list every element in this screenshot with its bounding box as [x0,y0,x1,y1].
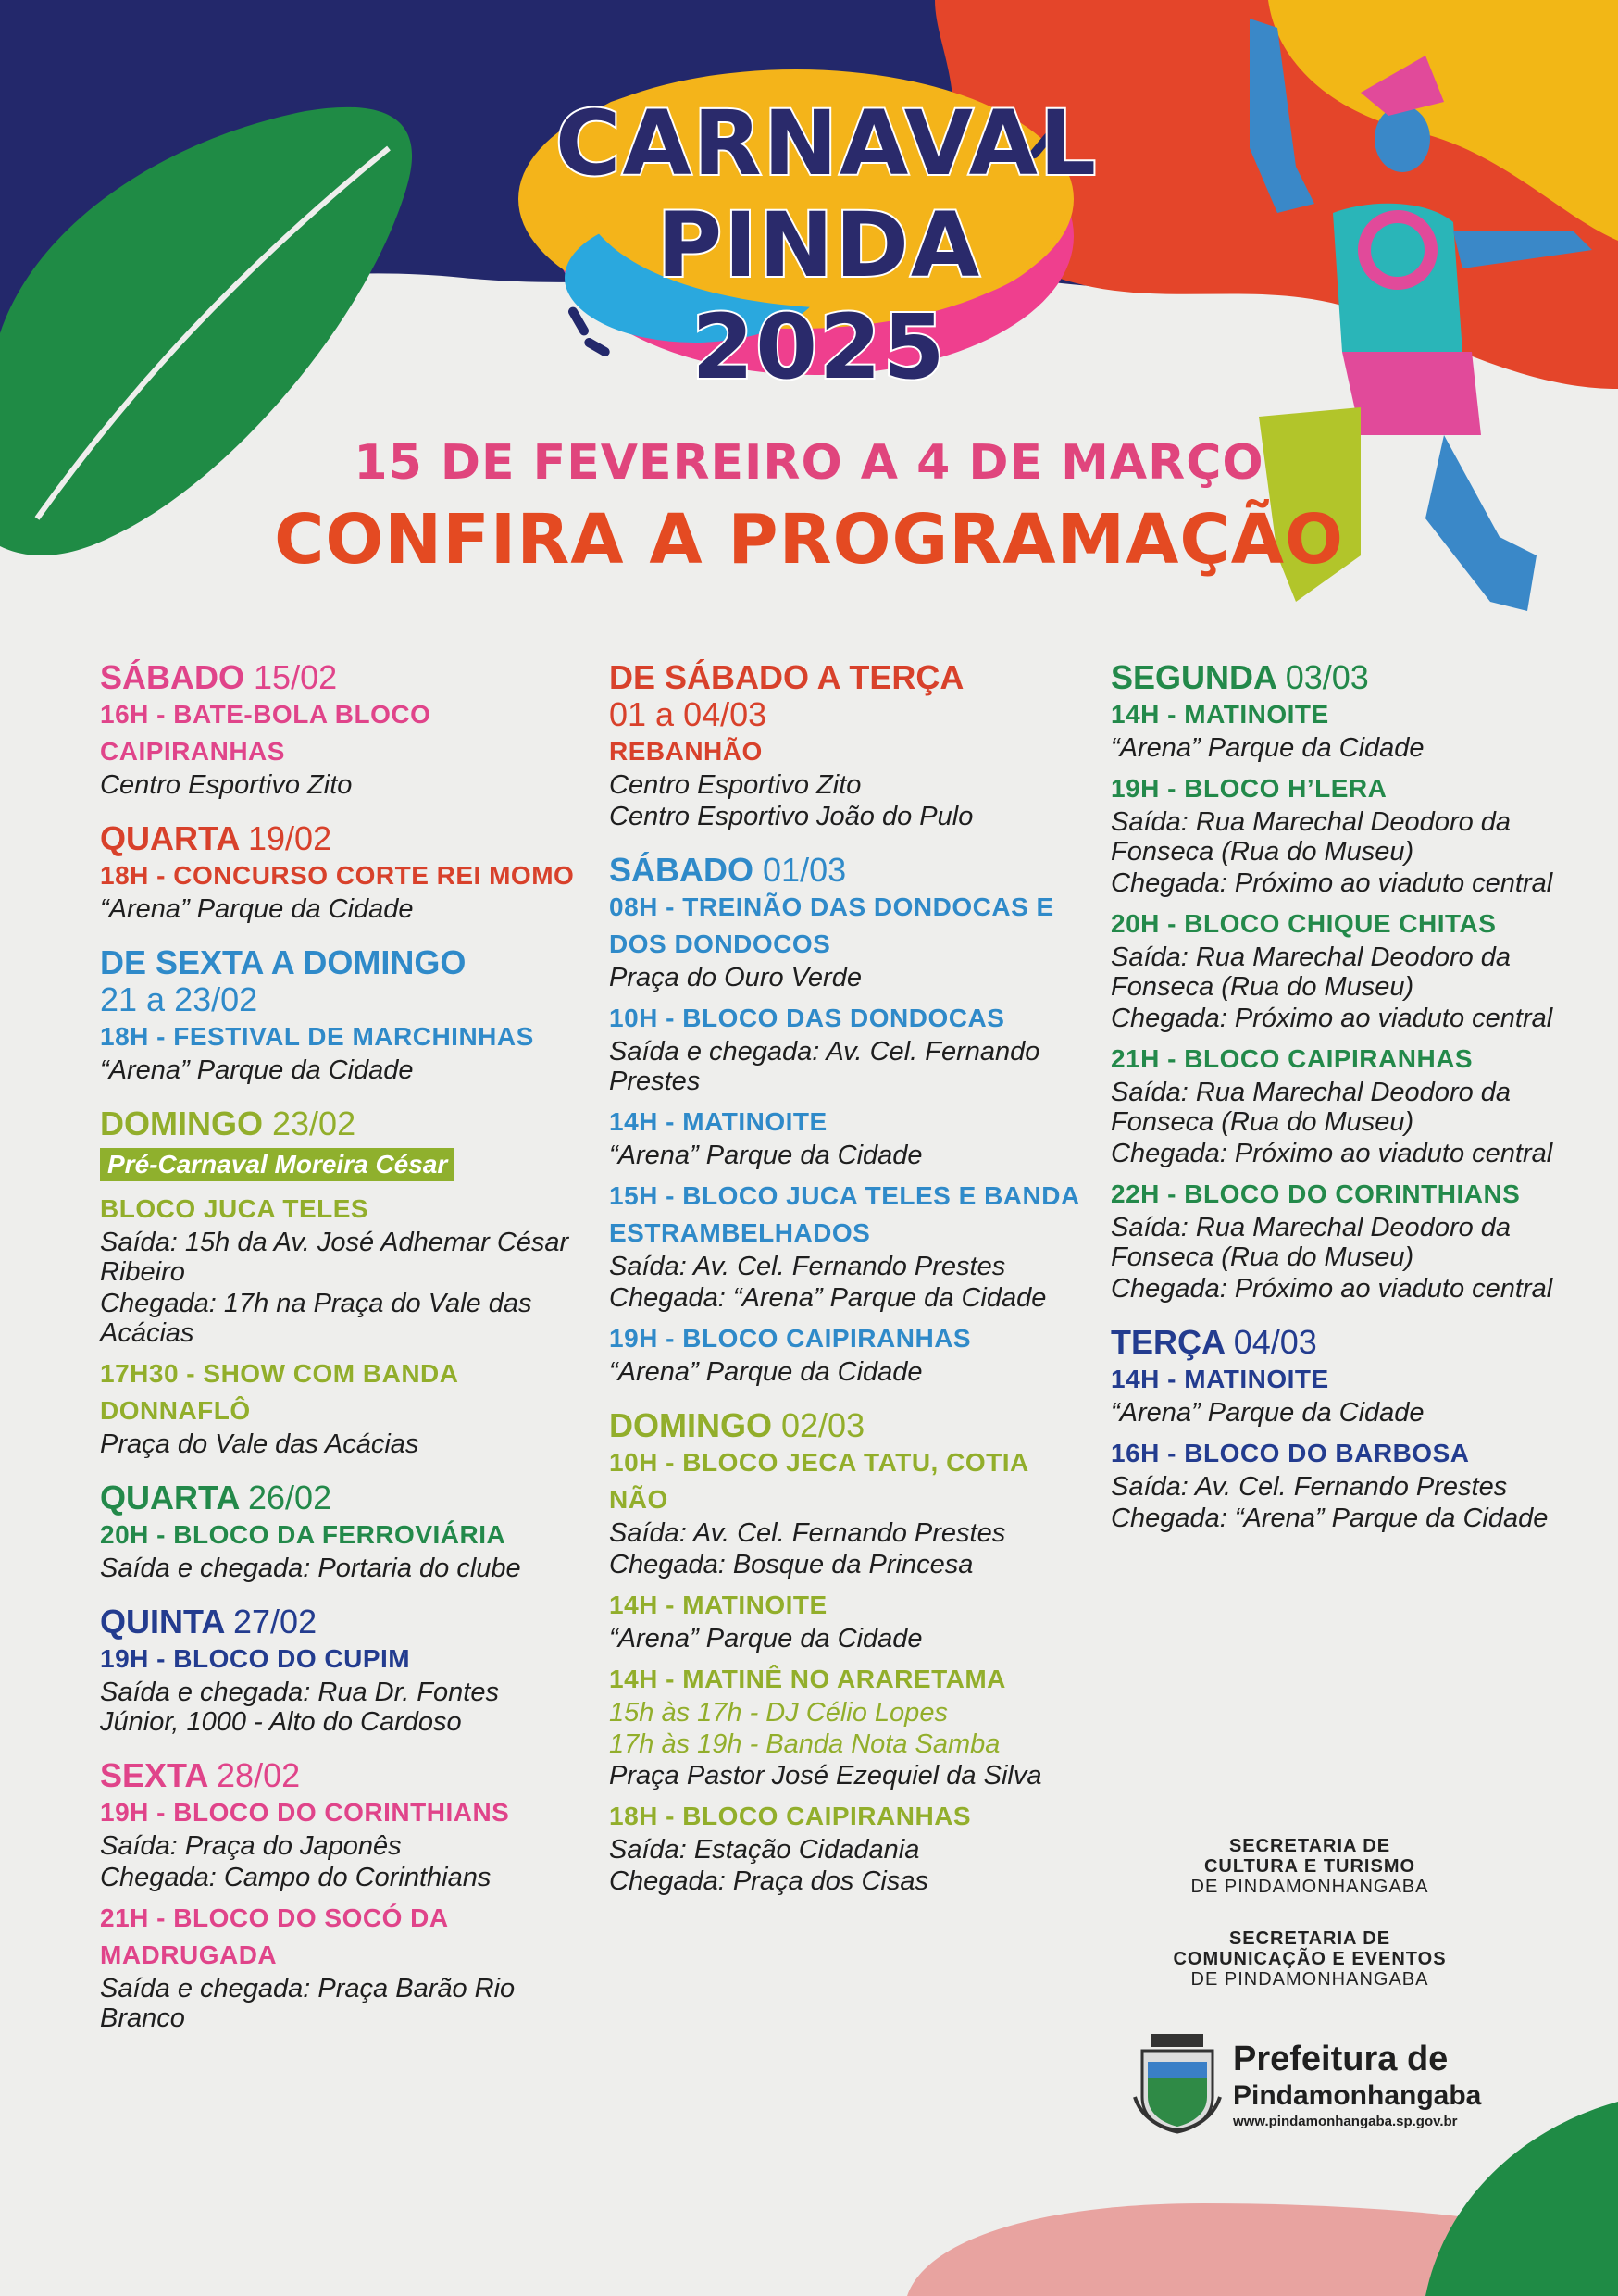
day-date: 23/02 [272,1104,356,1142]
event-location: “Arena” Parque da Cidade [100,894,414,924]
day-heading [1111,1324,1555,1361]
day-name: QUINTA [100,1603,224,1641]
event-departure: Saída: Praça do Japonês [100,1831,402,1861]
event-departure: Saída: Rua Marechal Deodoro da Fonseca (Rua do Museu) [1111,1078,1512,1137]
title-line-1: CARNAVAL [555,92,1099,195]
day-heading [100,1479,581,1516]
credit-line: SECRETARIA DE [1228,1928,1391,1949]
day-heading [609,1407,1090,1444]
event-title: BLOCO JUCA TELES [100,1194,369,1223]
event-title: 14H - MATINOITE [1111,1365,1329,1393]
event-departure: Saída: Estação Cidadania [609,1835,920,1865]
day-name: SEXTA [100,1756,208,1794]
day-date: 19/02 [248,819,332,857]
day-date: 26/02 [248,1479,332,1516]
secretaria-comunicacao-credit [1125,1928,1495,1990]
event-title: 18H - FESTIVAL DE MARCHINHAS [100,1022,534,1051]
event-location: “Arena” Parque da Cidade [609,1141,923,1170]
day-heading: DE SÁBADO A TERÇA [609,658,965,696]
day-heading [1111,659,1555,696]
day-date: 15/02 [254,658,338,696]
event-arrival: Chegada: Praça dos Cisas [609,1866,928,1896]
day-name: SÁBADO [100,658,245,696]
event-title: 14H - MATINÊ NO ARARETAMA [609,1665,1006,1693]
day-heading [100,659,581,696]
event-departure: Saída: Av. Cel. Fernando Prestes [1111,1472,1508,1502]
event-arrival: Chegada: Próximo ao viaduto central [1111,1274,1553,1304]
day-name: DOMINGO [609,1406,772,1444]
pre-carnaval-badge: Pré-Carnaval Moreira César [100,1148,454,1181]
day-heading [100,1105,581,1142]
event-location: Praça Pastor José Ezequiel da Silva [609,1761,1042,1791]
credit-line: CULTURA E TURISMO [1203,1856,1416,1877]
day-date: 03/03 [1285,658,1369,696]
event-departure: Saída: Rua Marechal Deodoro da Fonseca (Rua do Museu) [1111,807,1512,867]
event-title: 19H - BLOCO DO CORINTHIANS [100,1798,510,1827]
day-name: SÁBADO [609,851,754,889]
event-title: 14H - MATINOITE [609,1591,828,1619]
event-title: 15H - BLOCO JUCA TELES E BANDA ESTRAMBELHADOS [609,1181,1079,1247]
day-block [100,820,581,924]
event-title: 10H - BLOCO JECA TATU, COTIA NÃO [609,1448,1028,1514]
day-heading [609,852,1090,889]
day-date: 28/02 [217,1756,301,1794]
credit-line: DE PINDAMONHANGABA [1190,1969,1429,1990]
event-title: 20H - BLOCO DA FERROVIÁRIA [100,1520,506,1549]
day-block [1111,1324,1555,1533]
event-title: 21H - BLOCO DO SOCÓ DA MADRUGADA [100,1903,448,1969]
day-heading [100,820,581,857]
event-title: 14H - MATINOITE [1111,700,1329,729]
event-location: “Arena” Parque da Cidade [1111,733,1425,763]
event-location: “Arena” Parque da Cidade [609,1357,923,1387]
event-arrival: Chegada: Campo do Corinthians [100,1863,492,1892]
event-schedule-item: 17h às 19h - Banda Nota Samba [609,1729,1001,1759]
schedule-column-2 [609,659,1090,1916]
prefeitura-city: Pindamonhangaba [1233,2080,1482,2111]
event-location: “Arena” Parque da Cidade [1111,1398,1425,1428]
event-location: “Arena” Parque da Cidade [609,1624,923,1653]
event-departure: Saída: Rua Marechal Deodoro da Fonseca (Rua do Museu) [1111,1213,1512,1272]
day-name: QUARTA [100,819,239,857]
day-block [100,659,581,800]
event-title: 10H - BLOCO DAS DONDOCAS [609,1004,1005,1032]
program-heading: CONFIRA A PROGRAMAÇÃO [274,500,1344,580]
event-title: 16H - BATE-BOLA BLOCO CAIPIRANHAS [100,700,431,766]
event-title: 14H - MATINOITE [609,1107,828,1136]
event-arrival: Chegada: Bosque da Princesa [609,1550,974,1579]
event-location: Centro Esportivo Zito [100,770,353,800]
event-title: REBANHÃO [609,737,763,766]
day-name: TERÇA [1111,1323,1225,1361]
event-arrival: Chegada: “Arena” Parque da Cidade [1111,1504,1549,1533]
prefeitura-title: Prefeitura de [1233,2040,1449,2078]
credit-line: SECRETARIA DE [1228,1836,1391,1856]
city-crest-icon [1131,2032,1224,2134]
day-date-range: 21 a 23/02 [100,980,258,1018]
day-date: 27/02 [233,1603,317,1641]
event-location: Centro Esportivo João do Pulo [609,802,974,831]
day-heading [100,1757,581,1794]
event-arrival: Chegada: 17h na Praça do Vale das Acácias [100,1289,532,1348]
event-location: Saída e chegada: Rua Dr. Fontes Júnior, 1000 - Alto do Cardoso [100,1678,499,1737]
day-date-range: 01 a 04/03 [609,695,767,733]
event-departure: Saída: Av. Cel. Fernando Prestes [609,1252,1006,1281]
event-title: 08H - TREINÃO DAS DONDOCAS E DOS DONDOCOS [609,892,1054,958]
day-name: SEGUNDA [1111,658,1276,696]
day-heading [100,1603,581,1641]
event-title: 16H - BLOCO DO BARBOSA [1111,1439,1470,1467]
event-title: 19H - BLOCO H’LERA [1111,774,1388,803]
prefeitura-url: www.pindamonhangaba.sp.gov.br [1233,2114,1458,2129]
day-date: 04/03 [1233,1323,1317,1361]
event-title: 22H - BLOCO DO CORINTHIANS [1111,1179,1521,1208]
schedule-column-1 [100,659,581,2053]
day-block [100,1757,581,2033]
title-line-2: PINDA 2025 [656,193,982,399]
day-block [609,1407,1090,1896]
event-schedule-item: 15h às 17h - DJ Célio Lopes [609,1698,948,1728]
day-date: 02/03 [781,1406,865,1444]
event-location: Praça do Ouro Verde [609,963,862,992]
event-title: 18H - CONCURSO CORTE REI MOMO [100,861,575,890]
day-date: 01/03 [763,851,847,889]
event-title: 20H - BLOCO CHIQUE CHITAS [1111,909,1497,938]
event-location: Praça do Vale das Acácias [100,1429,419,1459]
event-title: 21H - BLOCO CAIPIRANHAS [1111,1044,1474,1073]
event-arrival: Chegada: “Arena” Parque da Cidade [609,1283,1047,1313]
prefeitura-logo [1131,2032,1520,2134]
event-title: 19H - BLOCO CAIPIRANHAS [609,1324,972,1353]
day-name: DOMINGO [100,1104,263,1142]
day-block [100,1603,581,1737]
day-block [100,1105,581,1459]
secretaria-cultura-credit [1125,1836,1495,1897]
day-block [609,852,1090,1387]
day-block [609,659,1090,831]
event-departure: Saída: Av. Cel. Fernando Prestes [609,1518,1006,1548]
event-departure: Saída: Rua Marechal Deodoro da Fonseca (Rua do Museu) [1111,942,1512,1002]
day-heading: DE SEXTA A DOMINGO [100,943,467,981]
schedule-column-3 [1111,659,1555,1554]
event-location: “Arena” Parque da Cidade [100,1055,414,1085]
day-block [100,1479,581,1583]
day-block [1111,659,1555,1304]
day-block [100,944,581,1085]
event-title: 17H30 - SHOW COM BANDA DONNAFLÔ [100,1359,458,1425]
event-departure: Saída: 15h da Av. José Adhemar César Ribeiro [100,1228,569,1287]
day-name: QUARTA [100,1479,239,1516]
event-arrival: Chegada: Próximo ao viaduto central [1111,1004,1553,1033]
event-location: Saída e chegada: Av. Cel. Fernando Prestes [609,1037,1040,1096]
event-location: Saída e chegada: Praça Barão Rio Branco [100,1974,516,2033]
event-title: 18H - BLOCO CAIPIRANHAS [609,1802,972,1830]
event-location: Centro Esportivo Zito [609,770,862,800]
event-arrival: Chegada: Próximo ao viaduto central [1111,1139,1553,1168]
credit-line: DE PINDAMONHANGABA [1190,1877,1429,1897]
date-range: 15 DE FEVEREIRO A 4 DE MARÇO [354,435,1264,491]
credit-line: COMUNICAÇÃO E EVENTOS [1173,1949,1447,1969]
title-block [555,92,1099,399]
event-title: 19H - BLOCO DO CUPIM [100,1644,411,1673]
event-location: Saída e chegada: Portaria do clube [100,1554,521,1583]
event-arrival: Chegada: Próximo ao viaduto central [1111,868,1553,898]
